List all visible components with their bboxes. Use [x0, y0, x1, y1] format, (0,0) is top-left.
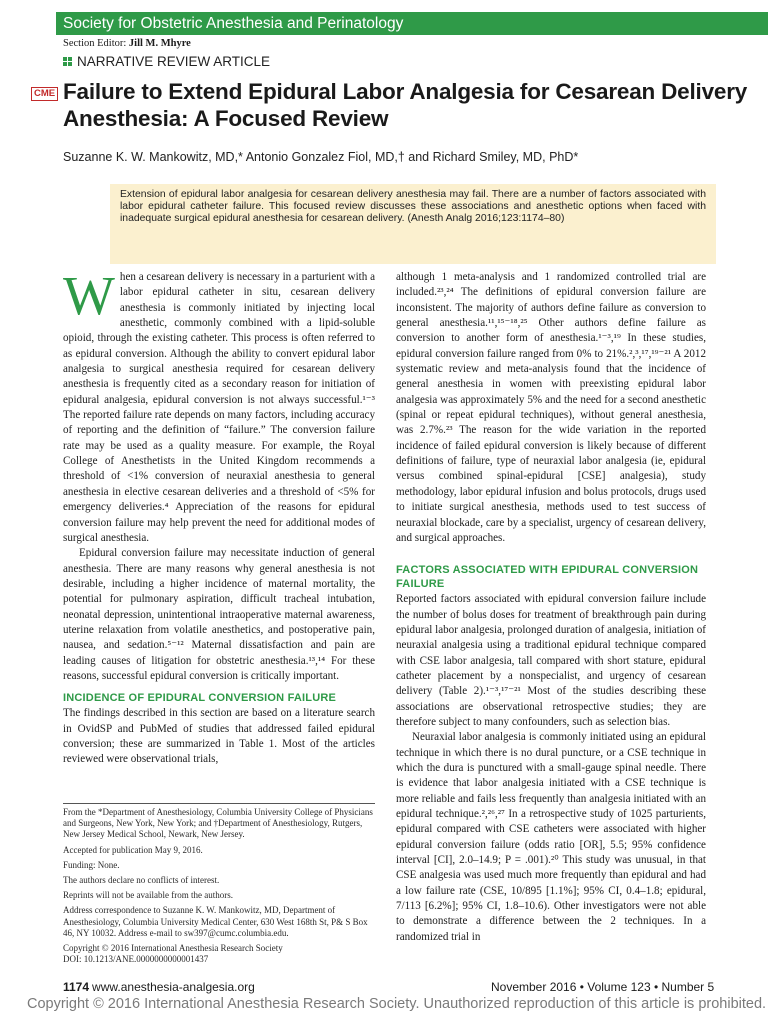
body-paragraph: although 1 meta-analysis and 1 randomized controlled trial are included.²³,²⁴ The definitions of epidural conversion failure are inconsistent. The majority of authors define failure as conversion to general anesthesia.¹¹,¹⁵⁻¹⁸,²⁵ Other authors define failure as conversion to another form of anesthesia.¹⁻³,¹⁹ In these studies, epidural conversion failure ranged from 0% to 21%.²,³,¹⁷,¹⁹⁻²¹ A 2012 systematic review and meta-analysis found that the incidence of general anesthesia in women with preexisting epidural labor analgesia was approximately 5% and the need for a second anesthetic (spinal or repeat epidural techniques), without general anesthesia, was 2.7%.²³ The reason for the wide variation in the reported incidence of failed epidural conversion is likely because of different definitions of failure, type of neuraxial labor analgesia (ie, epidural versus combined spinal-epidural [CSE] analgesia), study methodology, labor epidural infusion and bolus protocols, drugs used to initiate surgical anesthesia, methods used to test success of neuraxial blockade, care by a specialist, urgency of cesarean delivery, and surgical approaches. [396, 271, 706, 544]
copyright-notice: Copyright © 2016 International Anesthesia Research Society. Unauthorized reproduction of this article is prohibited. [27, 996, 767, 1012]
body-paragraph [63, 265, 375, 546]
section-editor-label: Section Editor: [63, 38, 127, 49]
journal-website: www.anesthesia-analgesia.org [92, 980, 255, 994]
author-list: Suzanne K. W. Mankowitz, MD,* Antonio Gonzalez Fiol, MD,† and Richard Smiley, MD, PhD* [63, 150, 579, 164]
reprints: Reprints will not be available from the authors. [63, 890, 233, 901]
body-paragraph: Reported factors associated with epidural conversion failure include the number of bolus doses for treatment of breakthrough pain during epidural labor analgesia, prolonged duration of analgesia, initiation of neuraxial analgesia using a traditional epidural technique compared with CSE labor analgesia, tall compared with short stature, epidural catheter placement by a nonspecialist, and urgency of cesarean delivery (Table 2).¹⁻³,¹⁷⁻²¹ Most of the studies describing these associations are observational retrospective studies; they are therefore subject to many confounders, such as selection bias. [396, 593, 706, 728]
article-title: Failure to Extend Epidural Labor Analgesia for Cesarean Delivery Anesthesia: A Focused Review [63, 79, 748, 131]
drop-cap: W [63, 265, 115, 326]
doi: DOI: 10.1213/ANE.0000000000001437 [63, 954, 209, 965]
affiliations: From the *Department of Anesthesiology, Columbia University College of Physicians and Surgeons, New York, New York; and †Department of Anesthesiology, Rutgers, New Jersey Medical School, Newark, New Jersey. [63, 807, 373, 840]
funding: Funding: None. [63, 859, 120, 870]
society-banner: Society for Obstetric Anesthesia and Perinatology [56, 12, 768, 35]
section-editor-name: Jill M. Mhyre [128, 38, 191, 49]
article-type [63, 54, 270, 69]
body-paragraph: Neuraxial labor analgesia is commonly initiated using an epidural technique in which there is no dural puncture, or a CSE technique in which the dura is punctured with a small-gauge spinal needle. There is evidence that labor analgesia initiated with a CSE technique is more reliable and fails less frequently than analgesia initiated with an epidural technique.²,²⁶,²⁷ In a retrospective study of 1025 parturients, epidural compared with CSE catheters were associated with higher epidural conversion failure (odds ratio [OR], 5.5; 95% confidence interval [CI], 2.0–14.9; P = .001).²⁰ This study was unusual, in that CSE analgesia was used much more frequently than epidural and had a low failure rate (CSE, 10/895 [1.1%]; 95% CI, 0.4–1.8; epidural, 7/113 [6.2%]; 95% CI, 1.8–10.6). Other investigators were not able to demonstrate a difference between the 2 techniques. In a randomized trial in [396, 731, 706, 943]
article-type-label: NARRATIVE REVIEW ARTICLE [77, 54, 271, 69]
footnote-copyright: Copyright © 2016 International Anesthesia Research Society [63, 943, 283, 954]
grid-squares-icon [63, 57, 72, 66]
right-column [396, 270, 706, 945]
left-column [63, 265, 375, 768]
section-editor [63, 38, 191, 49]
page-footer-left [63, 980, 255, 995]
paragraph-text: hen a cesarean delivery is necessary in a parturient with a labor epidural catheter in situ, cesarean delivery anesthesia is commonly initiated by injecting local anesthetic, commonly combined with a lipid-soluble opioid, through the existing catheter. This process is often referred to as epidural conversion. Although the ability to convert epidural labor analgesia to surgical anesthesia required for cesarean delivery anesthesia is frequently cited as a secondary reason for initiation of epidural analgesia, epidural conversion is not always successful.¹⁻³ The reported failure rate depends on many factors, including accuracy of reporting and the definition of “failure.” The conversion failure rate may be used as a quality measure. For example, the Royal College of Anesthetists in the United Kingdom recommends a threshold of <1% conversion of neuraxial anesthesia to general anesthesia in elective cesarean deliveries and a threshold of <5% for emergency deliveries.⁴ Appreciation of the reasons for epidural conversion failure may help prevent the need for additional modes of surgical anesthesia. [63, 271, 375, 544]
section-heading: FACTORS ASSOCIATED WITH EPIDURAL CONVERSION FAILURE [396, 564, 699, 591]
abstract-box: Extension of epidural labor analgesia for cesarean delivery anesthesia may fail. There are a number of factors associated with labor epidural catheter failure. This focused review discusses these associations and anesthetic options when faced with inadequate surgical epidural anesthesia for cesarean delivery. (Anesth Analg 2016;123:1174–80) [110, 184, 716, 264]
issue-info: November 2016 • Volume 123 • Number 5 [491, 980, 715, 994]
cme-badge: CME [31, 87, 58, 101]
body-paragraph: The findings described in this section are based on a literature search in OvidSP and PubMed of studies that addressed failed epidural conversion; these are summarized in Table 1. Most of the articles reviewed were observational trials, [63, 707, 375, 766]
correspondence: Address correspondence to Suzanne K. W. Mankowitz, MD, Department of Anesthesiology, Columbia University Medical Center, 630 West 168th St, P& S Box 46, NY 10032. Address e-mail to sw397@cumc.columbia.edu. [63, 905, 368, 938]
article-footnotes [63, 803, 375, 965]
body-paragraph: Epidural conversion failure may necessitate induction of general anesthesia. There are many reasons why general anesthesia is not desirable, including a higher incidence of maternal mortality, the potential for pulmonary aspiration, difficult tracheal intubation, neonatal depression, unintentional intraoperative maternal awareness, uterine relaxation from volatile anesthetics, and postoperative pain, nausea, and sedation.⁵⁻¹² Maternal dissatisfaction and pain are leading causes of litigation for obstetric anesthesia.¹³,¹⁴ For these reasons, successful epidural conversion is critically important. [63, 547, 375, 682]
page-number: 1174 [63, 980, 90, 994]
section-heading: INCIDENCE OF EPIDURAL CONVERSION FAILURE [63, 692, 337, 705]
accepted-date: Accepted for publication May 9, 2016. [63, 844, 203, 855]
conflicts: The authors declare no conflicts of interest. [63, 875, 220, 886]
